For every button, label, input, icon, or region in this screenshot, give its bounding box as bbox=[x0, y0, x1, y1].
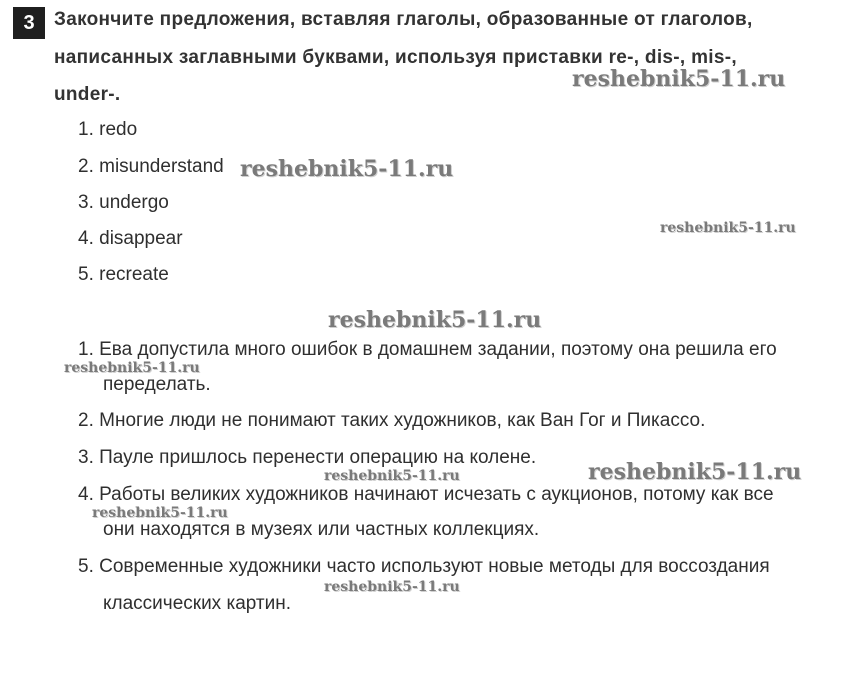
watermark: reshebnik5-11.ru bbox=[324, 579, 460, 595]
watermark: reshebnik5-11.ru bbox=[240, 156, 454, 182]
sentence-5-line-1: 5. Современные художники часто используют новые методы для воссоздания bbox=[78, 556, 770, 577]
sentence-5-line-2: классических картин. bbox=[103, 593, 291, 614]
answer-item-4: 4. disappear bbox=[78, 228, 183, 249]
watermark: reshebnik5-11.ru bbox=[324, 468, 460, 484]
answer-item-5: 5. recreate bbox=[78, 264, 169, 285]
answer-item-3: 3. undergo bbox=[78, 192, 169, 213]
watermark: reshebnik5-11.ru bbox=[64, 360, 200, 376]
sentence-3: 3. Пауле пришлось перенести операцию на колене. bbox=[78, 447, 537, 468]
sentence-4-line-2: они находятся в музеях или частных коллекциях. bbox=[103, 519, 540, 540]
watermark: reshebnik5-11.ru bbox=[572, 66, 786, 92]
watermark: reshebnik5-11.ru bbox=[588, 459, 802, 485]
task-instruction-line-2: написанных заглавными буквами, используя приставки re-, dis-, mis-, bbox=[54, 47, 737, 68]
watermark: reshebnik5-11.ru bbox=[92, 505, 228, 521]
sentence-2: 2. Многие люди не понимают таких художников, как Ван Гог и Пикассо. bbox=[78, 410, 706, 431]
watermark: reshebnik5-11.ru bbox=[660, 220, 796, 236]
sentence-1-line-2: переделать. bbox=[103, 374, 211, 395]
watermark: reshebnik5-11.ru bbox=[328, 307, 542, 333]
answer-item-2: 2. misunderstand bbox=[78, 156, 224, 177]
sentence-4-line-1: 4. Работы великих художников начинают исчезать с аукционов, потому как все bbox=[78, 484, 774, 505]
answer-item-1: 1. redo bbox=[78, 119, 138, 140]
task-instruction-line-3: under-. bbox=[54, 84, 121, 105]
task-instruction-line-1: Закончите предложения, вставляя глаголы, образованные от глаголов, bbox=[54, 9, 753, 30]
task-number-badge: 3 bbox=[13, 7, 45, 39]
sentence-1-line-1: 1. Ева допустила много ошибок в домашнем задании, поэтому она решила его bbox=[78, 339, 777, 360]
